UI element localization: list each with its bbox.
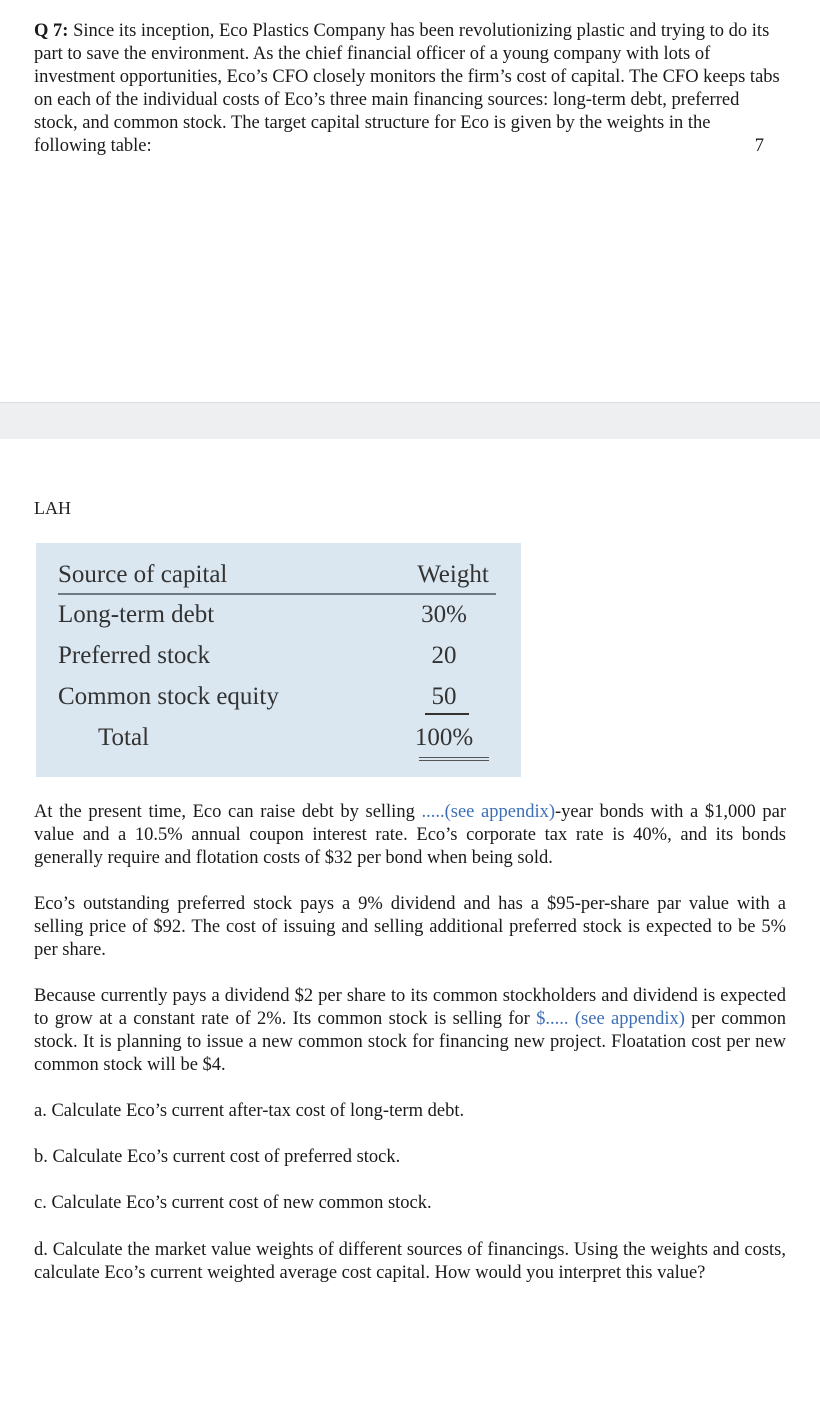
part-b: b. Calculate Eco’s current cost of preferred stock. [34, 1147, 401, 1167]
appendix-reference: .....(see appendix) [421, 802, 555, 822]
table-row [58, 679, 503, 715]
table-row [58, 597, 503, 633]
question-paragraph [34, 20, 786, 158]
paragraph-debt-text-cont: -year bonds with a $1,000 par value and a 10.5% annual coupon interest rate. Eco’s corporate tax rate is 40%, and its bonds generally require and flotation costs of $32 per bond when being sold. [34, 802, 786, 868]
header-label: LAH [34, 498, 71, 518]
part-d: d. Calculate the market value weights of different sources of financings. Using the weights and costs, calculate Eco’s current weighted average cost capital. How would you interpret this value? [34, 1240, 786, 1283]
question-text: Since its inception, Eco Plastics Company has been revolutionizing plastic and trying to do its part to save the environment. As the chief financial officer of a young company with lots of investment opportunities, Eco’s CFO closely monitors the firm’s cost of capital. The CFO keeps tabs on each of the individual costs of Eco’s three main financing sources: long-term debt, preferred stock, and common stock. The target capital structure for Eco is given by the weights in the following table: [34, 21, 780, 156]
row-source: Common stock equity [58, 683, 279, 710]
table-header-row [58, 557, 503, 593]
row-source: Preferred stock [58, 642, 211, 669]
paragraph-debt-text: At the present time, Eco can raise debt by selling [34, 802, 422, 822]
table-row-total [58, 720, 503, 756]
table-row [58, 638, 503, 674]
row-weight-total: 100% [414, 724, 474, 751]
paragraph-common-text-cont: per common stock. It is planning to issue a new common stock for financing new project. Floatation cost per new common stock will be $4. [34, 1009, 786, 1075]
subtotal-underline [425, 713, 469, 715]
row-weight: 50 [431, 683, 457, 710]
marks-value: 7 [754, 136, 764, 156]
column-header-weight: Weight [417, 561, 489, 588]
row-weight: 30% [421, 601, 467, 628]
row-source-total: Total [98, 724, 150, 751]
question-block [34, 20, 786, 158]
appendix-reference: $..... (see appendix) [536, 1009, 685, 1029]
part-c: c. Calculate Eco’s current cost of new common stock. [34, 1193, 432, 1213]
row-source: Long-term debt [58, 601, 215, 628]
column-header-source: Source of capital [58, 561, 228, 588]
capital-structure-table [36, 543, 521, 777]
part-a: a. Calculate Eco’s current after-tax cost of long-term debt. [34, 1101, 465, 1121]
paragraph-common-text: Because currently pays a dividend $2 per share to its common stockholders and dividend is expected to grow at a constant rate of 2%. Its common stock is selling for [34, 986, 786, 1029]
question-label: Q 7: [34, 21, 69, 41]
paragraph-preferred: Eco’s outstanding preferred stock pays a 9% dividend and has a $95-per-share par value with a selling price of $92. The cost of issuing and selling additional preferred stock is expected to be 5% per share. [34, 894, 786, 960]
total-double-underline [419, 757, 489, 761]
paragraph-common [34, 985, 786, 1077]
row-weight: 20 [431, 642, 457, 669]
paragraph-debt [34, 801, 786, 870]
page-break-divider [0, 402, 820, 439]
table-header-rule [58, 593, 496, 595]
